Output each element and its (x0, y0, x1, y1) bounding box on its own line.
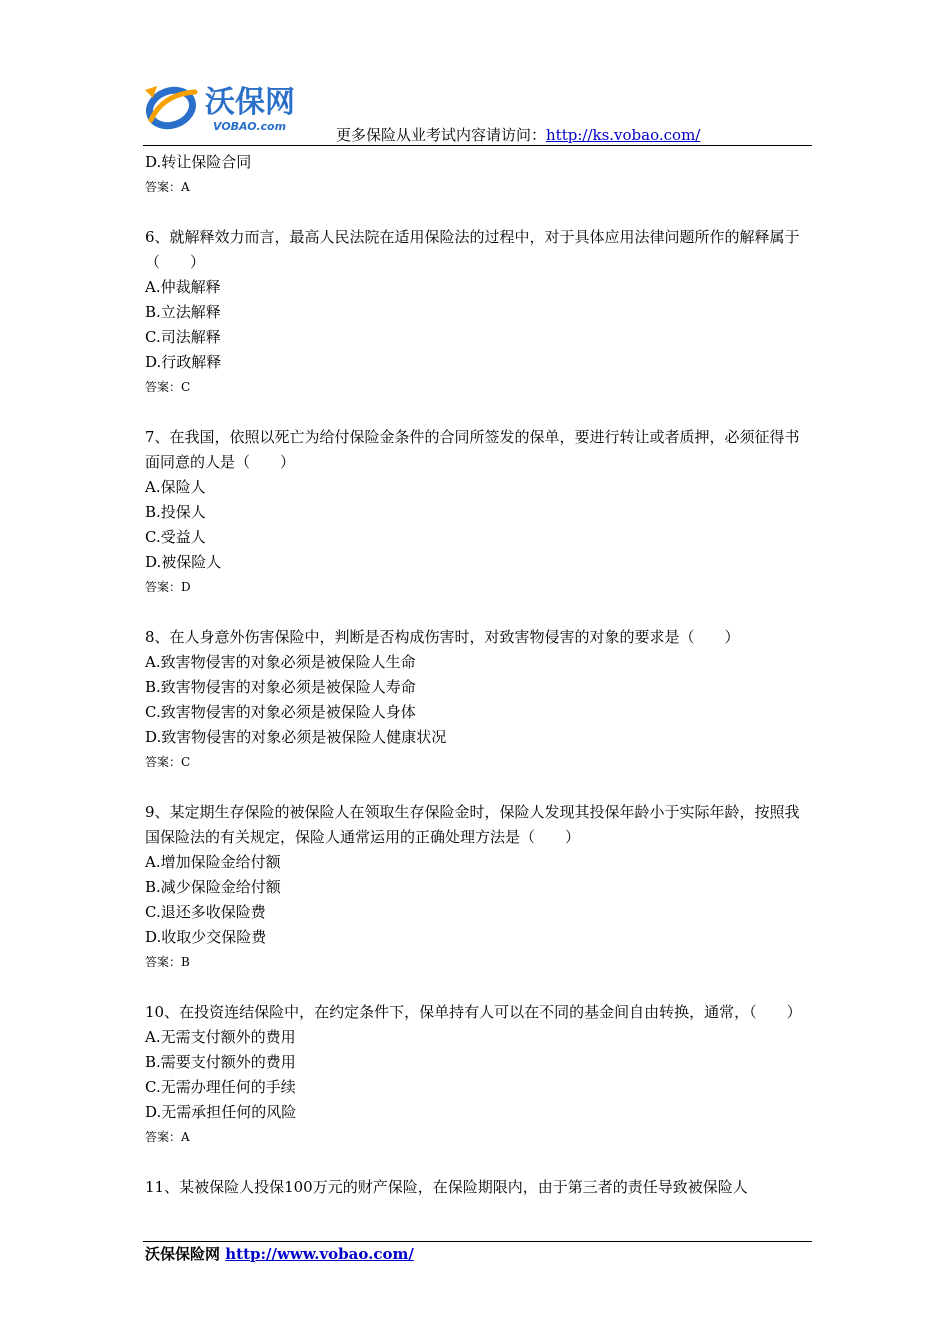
option-item: C.受益人 (145, 528, 206, 546)
footer-site-link[interactable]: http://www.vobao.com/ (225, 1245, 414, 1263)
option-item: D.被保险人 (145, 553, 222, 571)
header-notice-text: 更多保险从业考试内容请访问： (336, 126, 547, 144)
option-item: B.需要支付额外的费用 (145, 1053, 296, 1071)
question-text: 6、就解释效力而言，最高人民法院在适用保险法的过程中，对于具体应用法律问题所作的解释属于（ ） (145, 228, 800, 271)
option-item: D.无需承担任何的风险 (145, 1103, 297, 1121)
question-block (145, 425, 815, 600)
option-item: A.致害物侵害的对象必须是被保险人生命 (145, 653, 416, 671)
footer-label: 沃保保险网 (145, 1245, 221, 1263)
question-text: 9、某定期生存保险的被保险人在领取生存保险金时，保险人发现其投保年龄小于实际年龄，按照我国保险法的有关规定，保险人通常运用的正确处理方法是（ ） (145, 803, 800, 846)
question-list (145, 150, 815, 1200)
question-text: 8、在人身意外伤害保险中，判断是否构成伤害时，对致害物侵害的对象的要求是（ ） (145, 628, 740, 646)
option-item: A.保险人 (145, 478, 206, 496)
footer-divider (143, 1241, 812, 1242)
header-notice (336, 126, 700, 144)
answer-text: 答案：A (145, 1130, 190, 1144)
answer-text: 答案：C (145, 380, 191, 394)
option-item: B.投保人 (145, 503, 206, 521)
option-item: C.无需办理任何的手续 (145, 1078, 296, 1096)
answer-text: 答案：A (145, 180, 190, 194)
question-text: 11、某被保险人投保100万元的财产保险，在保险期限内，由于第三者的责任导致被保险人 (145, 1178, 748, 1196)
question-text: 7、在我国，依照以死亡为给付保险金条件的合同所签发的保单，要进行转让或者质押，必须征得书面同意的人是（ ） (145, 428, 800, 471)
option-item: D.行政解释 (145, 353, 222, 371)
answer-text: 答案：B (145, 955, 190, 969)
header-divider (143, 145, 812, 146)
page-footer (145, 1244, 414, 1264)
option-item: A.增加保险金给付额 (145, 853, 281, 871)
answer-text: 答案：C (145, 755, 191, 769)
logo-text: 沃保网 (205, 85, 295, 120)
question-block (145, 1000, 815, 1150)
option-item: D.收取少交保险费 (145, 928, 267, 946)
question-block (145, 225, 815, 400)
page-header (0, 0, 950, 150)
question-text: 10、在投资连结保险中，在约定条件下，保单持有人可以在不同的基金间自由转换，通常，（ ） (145, 1003, 802, 1021)
option-item: D.转让保险合同 (145, 153, 252, 171)
logo-subtext: VOBAO.com (213, 120, 287, 133)
option-item: C.致害物侵害的对象必须是被保险人身体 (145, 703, 416, 721)
option-item: B.减少保险金给付额 (145, 878, 281, 896)
option-item: C.司法解释 (145, 328, 221, 346)
option-item: C.退还多收保险费 (145, 903, 266, 921)
exam-site-link[interactable]: http://ks.vobao.com/ (546, 126, 701, 144)
answer-text: 答案：D (145, 580, 191, 594)
option-item: A.仲裁解释 (145, 278, 221, 296)
option-item: A.无需支付额外的费用 (145, 1028, 296, 1046)
question-block (145, 625, 815, 775)
option-item: D.致害物侵害的对象必须是被保险人健康状况 (145, 728, 447, 746)
vobao-logo (143, 76, 343, 138)
option-item: B.立法解释 (145, 303, 221, 321)
option-item: B.致害物侵害的对象必须是被保险人寿命 (145, 678, 416, 696)
question-block (145, 800, 815, 975)
